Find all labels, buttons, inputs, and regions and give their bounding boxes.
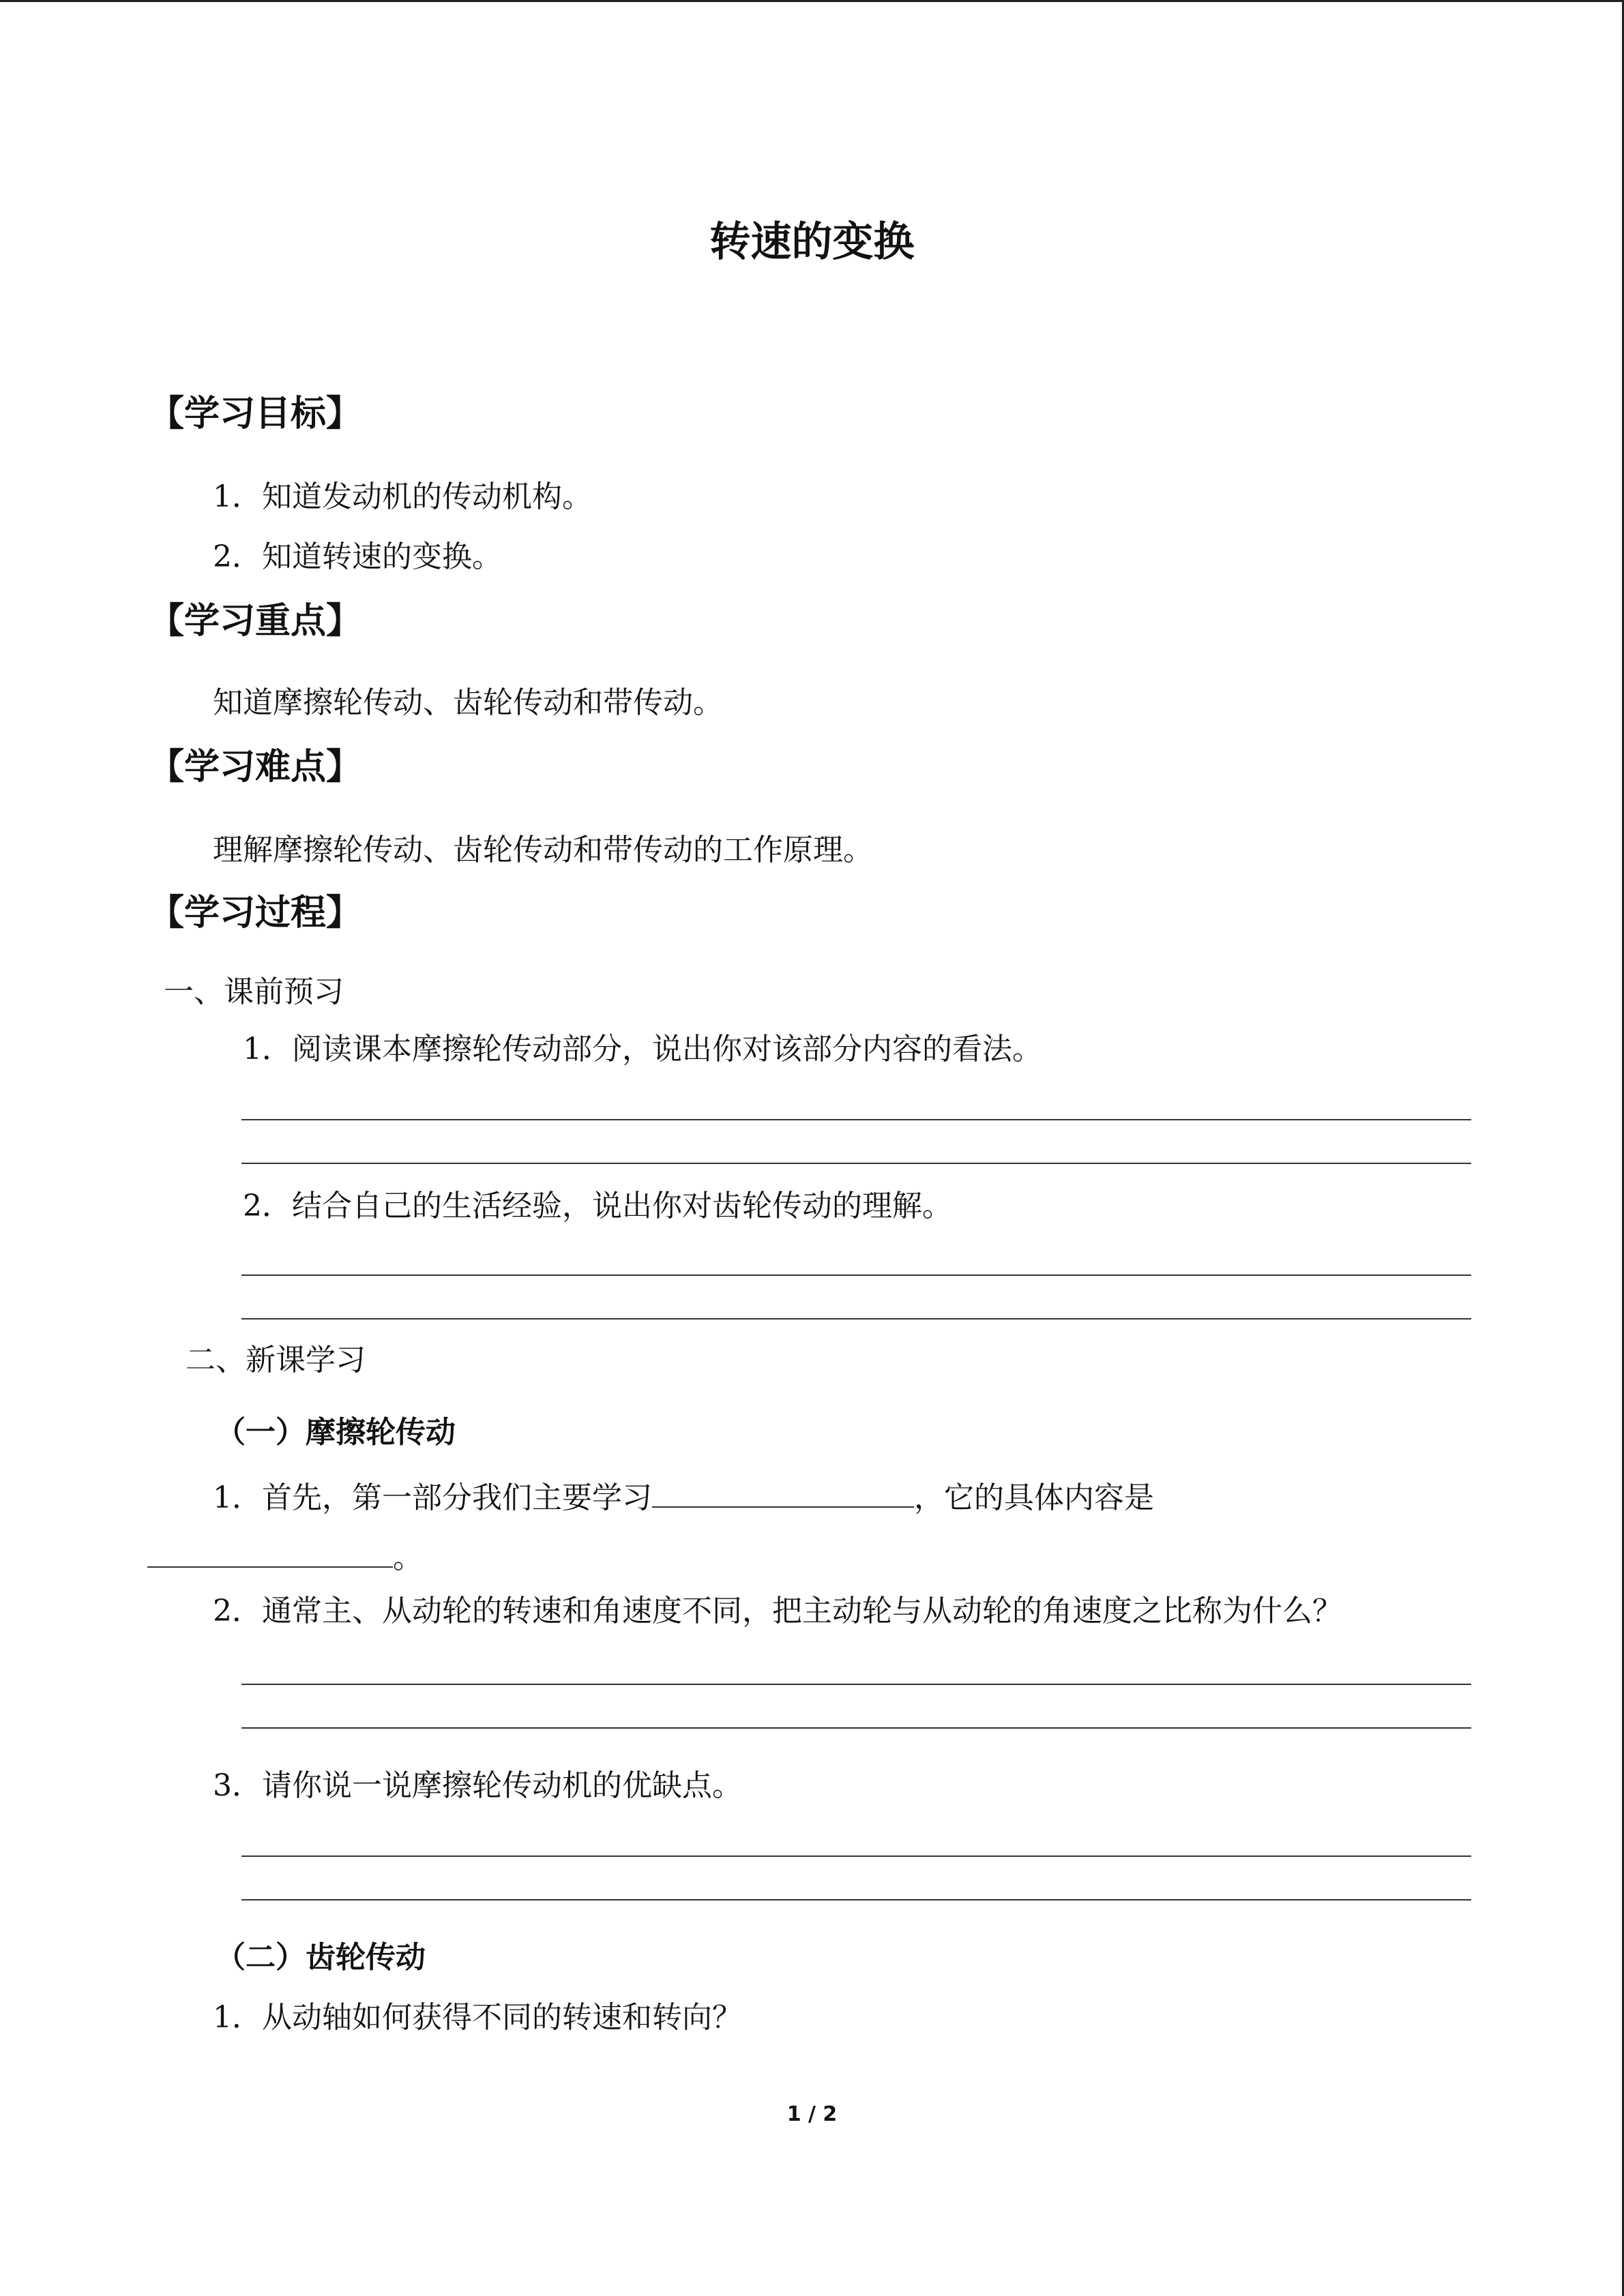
preview-question-2: 2．结合自己的生活经验，说出你对齿轮传动的理解。 [243,1189,952,1223]
answer-line[interactable] [241,1318,1471,1320]
new-lesson-heading: 二、新课学习 [186,1343,366,1377]
objective-item-1: 1．知道发动机的传动机构。 [213,479,592,514]
difficulties-text: 理解摩擦轮传动、齿轮传动和带传动的工作原理。 [213,833,873,867]
fill-blank[interactable] [147,1535,393,1568]
question-text: 1．首先，第一部分我们主要学习 [213,1480,652,1515]
question-text: ，它的具体内容是 [914,1480,1154,1515]
question-end: 。 [393,1540,423,1575]
answer-line[interactable] [241,1119,1471,1120]
page-number: 1 / 2 [786,2102,838,2126]
answer-line[interactable] [241,1163,1471,1164]
preview-question-1: 1．阅读课本摩擦轮传动部分，说出你对该部分内容的看法。 [243,1032,1042,1067]
answer-line[interactable] [241,1274,1471,1276]
answer-line[interactable] [241,1684,1471,1685]
preview-heading: 一、课前预习 [164,974,344,1009]
part2-heading: （二）齿轮传动 [216,1940,426,1975]
key-points-heading: 【学习重点】 [149,601,362,642]
answer-line[interactable] [241,1899,1471,1900]
part2-question-1: 1．从动轴如何获得不同的转速和转向？ [213,2000,742,2035]
answer-line[interactable] [241,1727,1471,1729]
page-title: 转速的变换 [709,218,915,266]
part1-question-1 [213,1475,1154,1519]
part1-heading: （一）摩擦轮传动 [216,1415,456,1450]
fill-blank[interactable] [652,1475,914,1508]
answer-line[interactable] [241,1855,1471,1857]
objectives-heading: 【学习目标】 [149,393,362,434]
part1-question-1-continued [147,1535,423,1579]
difficulties-heading: 【学习难点】 [149,747,362,788]
part1-question-2: 2．通常主、从动轮的转速和角速度不同，把主动轮与从动轮的角速度之比称为什么？ [213,1594,1342,1628]
objective-item-2: 2．知道转速的变换。 [213,539,502,574]
process-heading: 【学习过程】 [149,893,362,934]
part1-question-3: 3．请你说一说摩擦轮传动机的优缺点。 [213,1768,742,1803]
key-points-text: 知道摩擦轮传动、齿轮传动和带传动。 [213,685,723,720]
